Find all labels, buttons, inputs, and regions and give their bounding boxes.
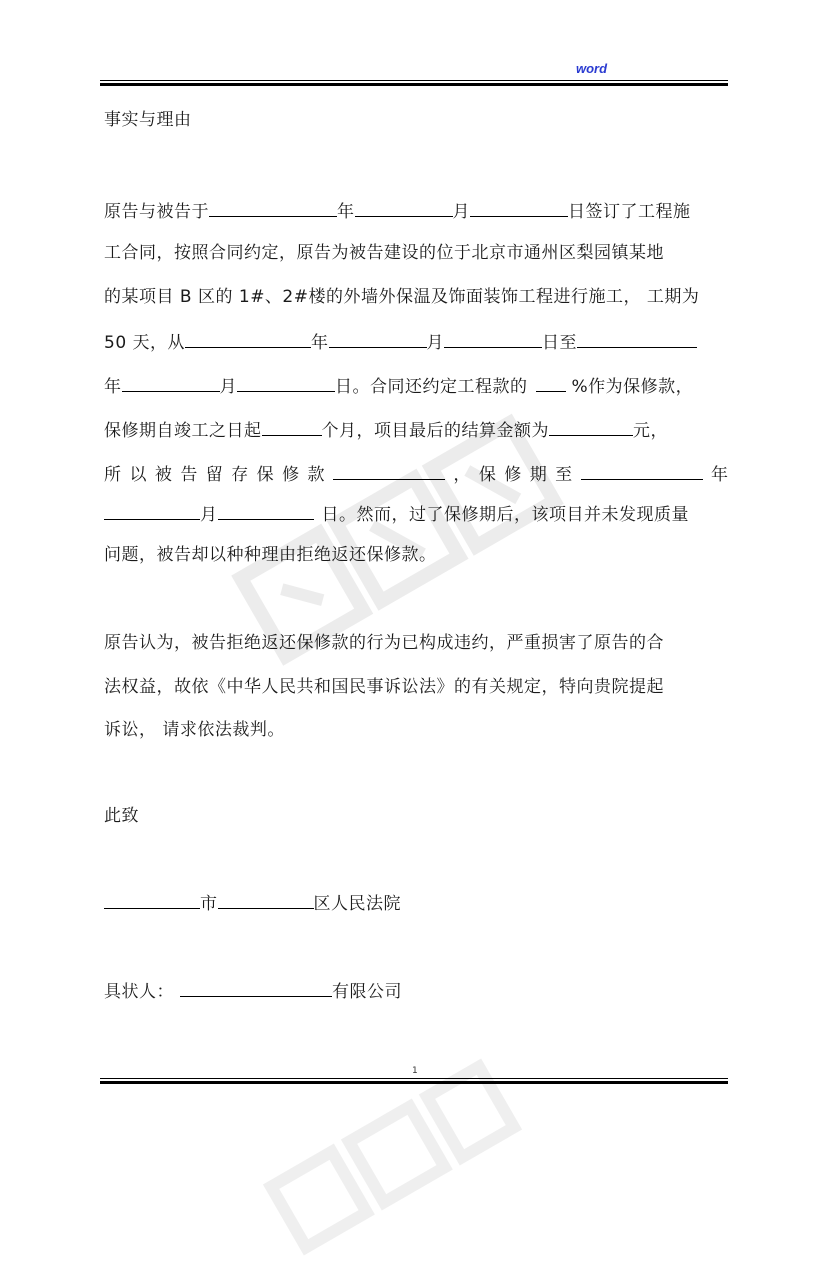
- blank-field: [536, 375, 566, 392]
- facts-char: 修: [504, 465, 522, 485]
- blank-field: [218, 892, 314, 909]
- section-title: 事实与理由: [104, 110, 192, 130]
- facts-char: 保: [256, 465, 274, 485]
- facts-text: 50 天，从: [104, 333, 186, 353]
- blank-field: [355, 200, 453, 217]
- facts-text: 日至: [542, 333, 578, 353]
- facts-text: 个月，项目最后的结算金额为: [321, 421, 549, 441]
- blank-field: [470, 200, 568, 217]
- facts-text: 保修期自竣工之日起: [104, 421, 262, 441]
- blank-field: [581, 463, 703, 480]
- page-number: 1: [412, 1066, 418, 1076]
- facts-text: 月: [426, 333, 445, 353]
- blank-field: [180, 980, 332, 997]
- signer-line: [104, 980, 402, 1002]
- facts-line-6: [104, 419, 668, 441]
- blank-field: [577, 331, 697, 348]
- court-line: [104, 892, 401, 914]
- facts-line-5: [104, 375, 693, 397]
- blank-field: [549, 419, 633, 436]
- blank-field: [104, 892, 200, 909]
- footer-rule-thin: [100, 1078, 728, 1079]
- facts-char: 告: [180, 465, 198, 485]
- facts-text: 月: [219, 377, 237, 397]
- blank-field: [333, 463, 445, 480]
- argument-line-1: 原告认为，被告拒绝返还保修款的行为已构成违约，严重损害了原告的合: [104, 633, 664, 653]
- facts-char: 所: [104, 465, 121, 485]
- facts-char: 保: [478, 465, 496, 485]
- facts-text: 年: [337, 202, 355, 222]
- facts-line-9: 问题，被告却以种种理由拒绝返还保修款。: [104, 545, 437, 565]
- facts-line-1: [104, 200, 691, 222]
- salutation: 此致: [104, 806, 139, 826]
- header-word-label: word: [576, 61, 608, 76]
- header-rule-thin: [100, 80, 728, 81]
- facts-line-3: 的某项目 B 区的 1#、2#楼的外墙外保温及饰面装饰工程进行施工， 工期为: [104, 287, 700, 307]
- facts-char: 留: [205, 465, 223, 485]
- blank-field: [122, 375, 220, 392]
- facts-char: 被: [154, 465, 172, 485]
- facts-char: 存: [231, 465, 249, 485]
- argument-line-3: 诉讼， 请求依法裁判。: [104, 720, 285, 740]
- blank-field: [104, 503, 200, 520]
- court-text: 市: [200, 894, 218, 914]
- blank-field: [444, 331, 542, 348]
- blank-field: [209, 200, 337, 217]
- facts-text: 元，: [633, 421, 668, 441]
- facts-line-7: [104, 463, 728, 485]
- footer-rule-thick: [100, 1081, 728, 1084]
- signer-label: 具状人：: [104, 982, 174, 1002]
- blank-field: [218, 503, 314, 520]
- facts-line-2: 工合同，按照合同约定，原告为被告建设的位于北京市通州区梨园镇某地: [104, 243, 664, 263]
- facts-char: 至: [555, 465, 573, 485]
- facts-text: 原告与被告于: [104, 202, 209, 222]
- facts-char: 以: [129, 465, 147, 485]
- facts-char: 款: [307, 465, 325, 485]
- facts-text: %作为保修款，: [571, 377, 694, 397]
- court-text: 区人民法院: [313, 894, 401, 914]
- signer-suffix: 有限公司: [332, 982, 402, 1002]
- blank-field: [185, 331, 311, 348]
- facts-text: 月: [452, 202, 470, 222]
- facts-text: 年: [104, 377, 122, 397]
- facts-char: 修: [282, 465, 300, 485]
- facts-text: 日。合同还约定工程款的: [335, 377, 528, 397]
- blank-field: [262, 419, 322, 436]
- facts-line-8: [104, 503, 689, 525]
- facts-char: ，: [453, 465, 471, 485]
- facts-text: 日。然而，过了保修期后，该项目并未发现质量: [321, 505, 689, 525]
- argument-line-2: 法权益，故依《中华人民共和国民事诉讼法》的有关规定，特向贵院提起: [104, 677, 664, 697]
- facts-text: 月: [200, 505, 218, 525]
- facts-text: 日签订了工程施: [568, 202, 691, 222]
- facts-char: 期: [529, 465, 547, 485]
- facts-char: 年: [711, 465, 728, 485]
- header-rule-thick: [100, 83, 728, 86]
- blank-field: [329, 331, 427, 348]
- watermark-graphic-bottom: [257, 1053, 542, 1287]
- blank-field: [237, 375, 335, 392]
- facts-line-4: [104, 331, 697, 353]
- facts-text: 年: [311, 333, 329, 353]
